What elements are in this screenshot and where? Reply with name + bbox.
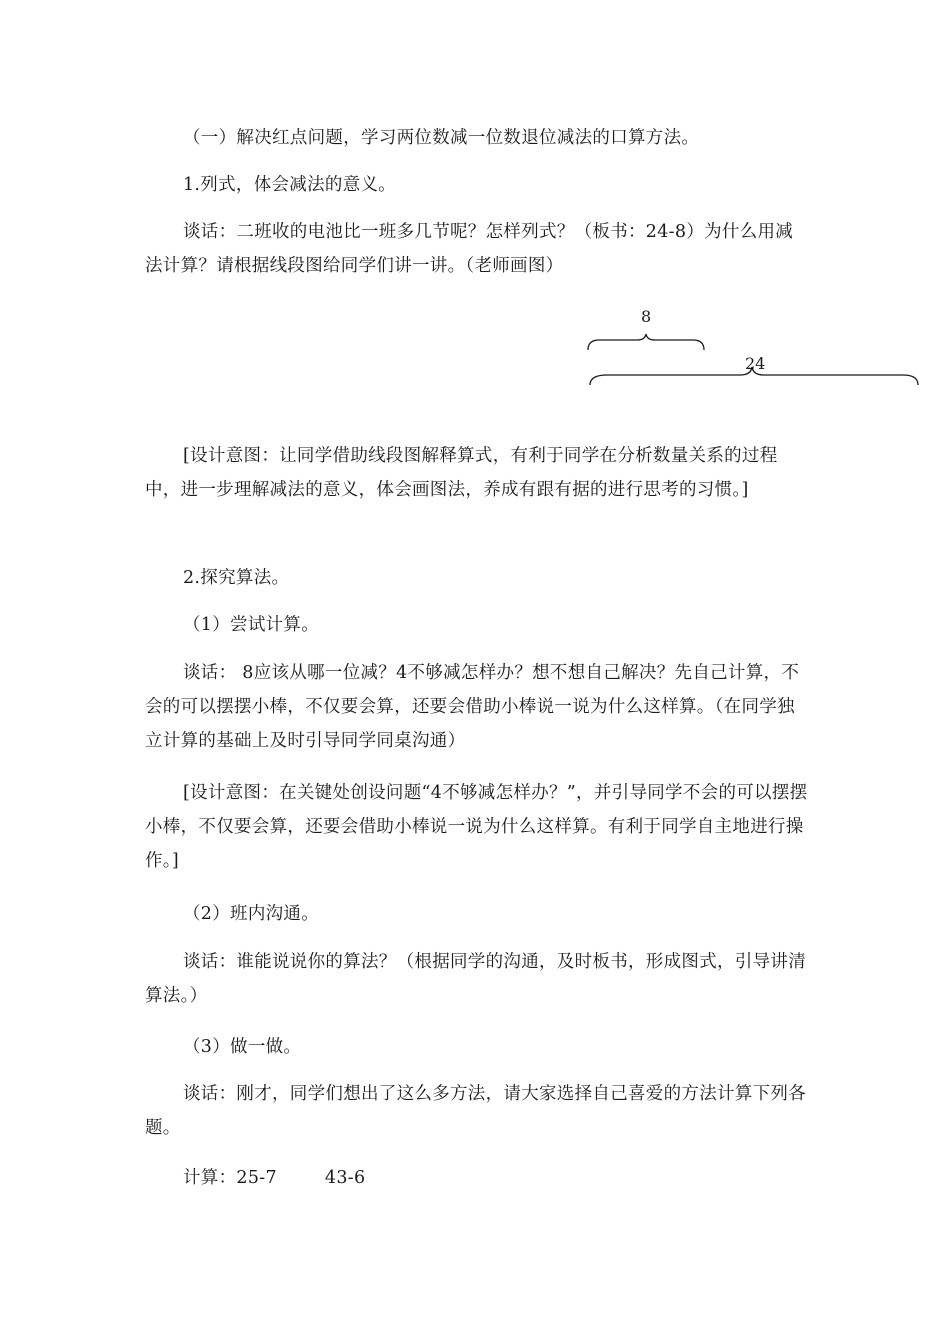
line-segment-diagram — [585, 300, 925, 395]
talk-paragraph-3: 谈话：谁能说说你的算法？（根据同学的沟通，及时板书，形成图式，引导讲清算法。） — [145, 952, 806, 1006]
step1-heading: 1.列式，体会减法的意义。 — [183, 175, 397, 195]
talk-paragraph-1: 谈话：二班收的电池比一班多几节呢？怎样列式？（板书：24-8）为什么用减法计算？请根据线段图给同学们讲一讲。（老师画图） — [145, 222, 794, 276]
calc-expr-1: 25-7 — [236, 1168, 277, 1188]
long-brace-label: 24 — [745, 354, 766, 373]
talk-paragraph-2: 谈话： 8应该从哪一位减？4不够减怎样办？想不想自己解决？先自己计算，不会的可以摆摆小棒，不仅要会算，还要会借助小棒说一说为什么这样算。（在同学独立计算的基础上及时引导同学同桌沟通） — [145, 663, 800, 751]
calc-line — [145, 1161, 810, 1195]
calc-label: 计算： — [183, 1168, 237, 1188]
design-intent-2: [设计意图：在关键处创设问题“4不够减怎样办？”，并引导同学不会的可以摆摆小棒，不仅要会算，还要会借助小棒说一说为什么这样算。有利于同学自主地进行操作。] — [145, 783, 808, 871]
step2-heading: 2.探究算法。 — [183, 568, 290, 588]
sub1-heading: （1）尝试计算。 — [183, 615, 320, 635]
short-brace — [588, 334, 704, 350]
line-segment-svg — [585, 300, 925, 395]
sub3-heading: （3）做一做。 — [183, 1037, 302, 1057]
section-heading: （一）解决红点问题，学习两位数减一位数退位减法的口算方法。 — [183, 128, 700, 148]
short-brace-label: 8 — [641, 307, 652, 326]
talk-paragraph-4: 谈话：刚才，同学们想出了这么多方法，请大家选择自己喜爱的方法计算下列各题。 — [145, 1084, 806, 1138]
calc-expr-2: 43-6 — [324, 1168, 366, 1188]
sub2-heading: （2）班内沟通。 — [183, 904, 320, 924]
design-intent-1: [设计意图：让同学借助线段图解释算式，有利于同学在分析数量关系的过程中，进一步理解减法的意义，体会画图法，养成有跟有据的进行思考的习惯。] — [145, 446, 778, 500]
